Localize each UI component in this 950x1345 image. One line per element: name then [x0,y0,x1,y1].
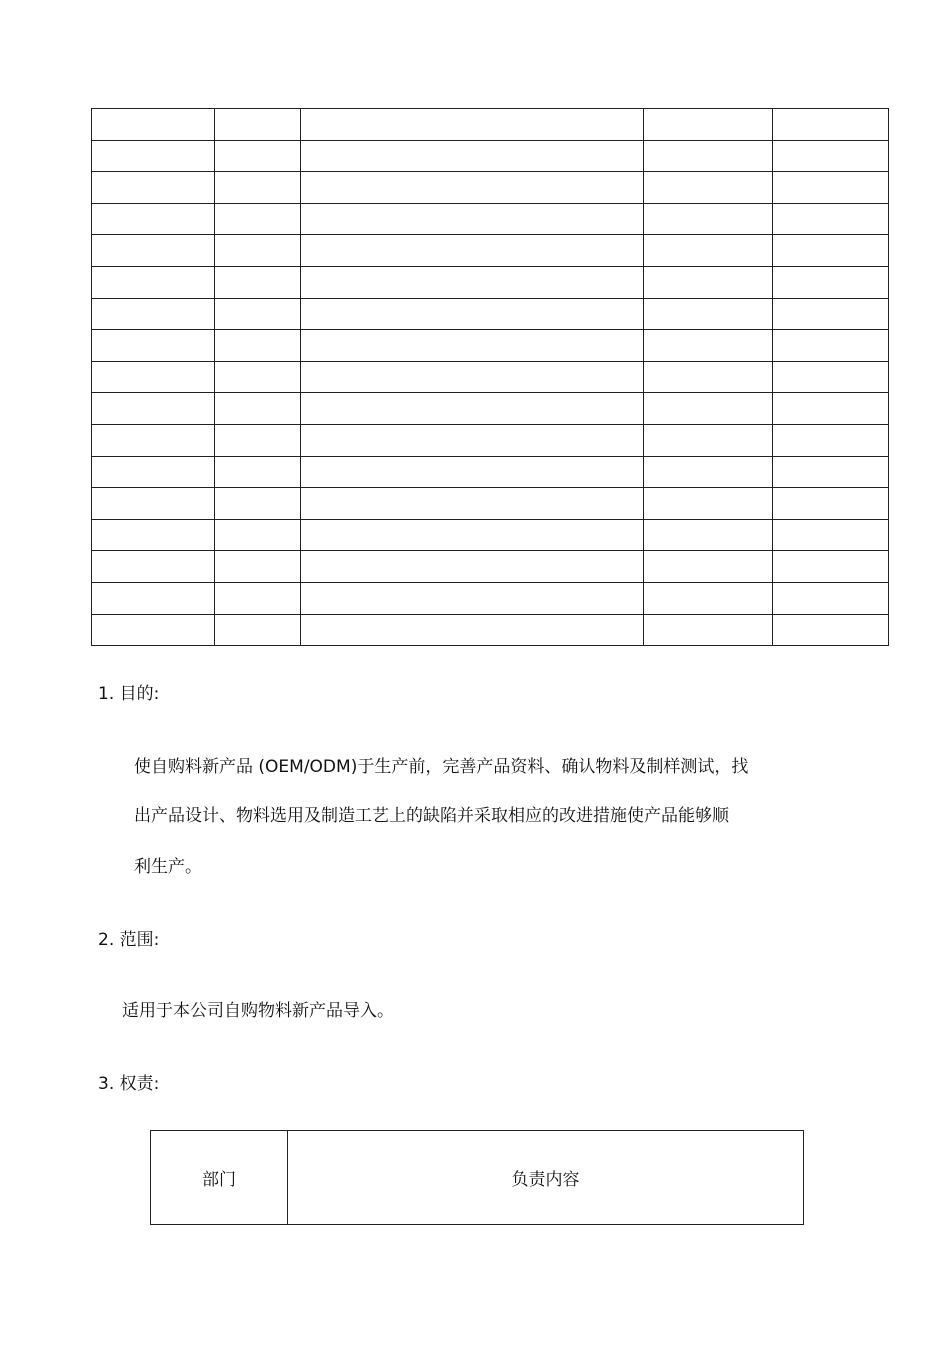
table-cell [773,235,889,267]
table-cell [301,330,644,362]
table-cell [301,172,644,204]
table-cell [644,456,773,488]
table-cell [215,456,301,488]
table-cell [644,140,773,172]
scope-text: 适用于本公司自购物料新产品导入。 [122,1001,394,1021]
scope-heading: 2. 范围: [98,930,160,950]
table-cell [215,361,301,393]
table-cell [301,393,644,425]
table-cell [773,614,889,646]
table-cell [92,330,215,362]
table-row [92,203,889,235]
table-cell [92,140,215,172]
table-cell [215,235,301,267]
table-cell [644,172,773,204]
table-cell [92,172,215,204]
table-cell [644,361,773,393]
table-cell [773,456,889,488]
table-row [92,488,889,520]
table-cell [215,330,301,362]
table-row [92,109,889,141]
table-cell [644,266,773,298]
table-cell [92,203,215,235]
table-cell [92,614,215,646]
table-cell [215,393,301,425]
table-cell [215,519,301,551]
table-cell [644,330,773,362]
table-cell [644,614,773,646]
purpose-heading: 1. 目的: [98,684,160,704]
table-cell [92,298,215,330]
table-cell [215,172,301,204]
table-cell [301,361,644,393]
table-cell [301,582,644,614]
table-cell [215,582,301,614]
table-cell [215,298,301,330]
table-cell [92,519,215,551]
table-cell [773,424,889,456]
purpose-line-1: 使自购料新产品 (OEM/ODM)于生产前，完善产品资料、确认物料及制样测试，找 [134,757,749,777]
table-cell [215,203,301,235]
table-cell [644,235,773,267]
table-cell [644,109,773,141]
table-cell [773,266,889,298]
table-row [92,172,889,204]
table-row [92,393,889,425]
table-cell [644,582,773,614]
table-cell [644,519,773,551]
table-cell [92,488,215,520]
table-cell [301,488,644,520]
table-cell [644,393,773,425]
purpose-line-3: 利生产。 [134,857,202,877]
table-cell [301,298,644,330]
table-cell [92,393,215,425]
purpose-line-2: 出产品设计、物料选用及制造工艺上的缺陷并采取相应的改进措施使产品能够顺 [134,806,729,826]
table-cell [301,140,644,172]
table-cell [301,456,644,488]
table-cell [92,456,215,488]
table-cell [215,614,301,646]
table-row [92,519,889,551]
table-cell [773,298,889,330]
table-row [92,424,889,456]
table-row [92,235,889,267]
table-cell [301,266,644,298]
table-cell [773,330,889,362]
table-cell [92,551,215,583]
table-cell [215,488,301,520]
table-cell [773,140,889,172]
table-row [92,140,889,172]
responsibility-table [150,1130,804,1225]
table-cell [92,109,215,141]
table-cell [215,109,301,141]
table-row [92,361,889,393]
department-header: 部门 [151,1131,288,1225]
table-row [92,582,889,614]
table-cell [92,582,215,614]
table-row [92,614,889,646]
table-row [92,298,889,330]
table-cell [773,582,889,614]
responsibility-header-row [151,1131,804,1225]
table-row [92,456,889,488]
table-cell [773,361,889,393]
table-cell [773,393,889,425]
table-cell [92,266,215,298]
table-cell [301,424,644,456]
table-row [92,266,889,298]
table-cell [215,266,301,298]
table-cell [773,551,889,583]
table-cell [301,109,644,141]
table-cell [301,235,644,267]
table-cell [92,424,215,456]
table-cell [92,235,215,267]
table-row [92,330,889,362]
table-cell [215,424,301,456]
responsibility-content-header: 负责内容 [288,1131,804,1225]
responsibility-heading: 3. 权责: [98,1074,160,1094]
table-cell [773,203,889,235]
table-cell [301,614,644,646]
table-cell [644,488,773,520]
table-cell [644,298,773,330]
table-cell [773,488,889,520]
table-cell [301,203,644,235]
table-cell [644,203,773,235]
table-cell [773,109,889,141]
table-row [92,551,889,583]
table-cell [773,172,889,204]
table-cell [644,551,773,583]
table-cell [773,519,889,551]
table-cell [644,424,773,456]
table-cell [92,361,215,393]
table-cell [215,140,301,172]
table-cell [301,551,644,583]
table-cell [301,519,644,551]
blank-form-table [91,108,889,646]
table-cell [215,551,301,583]
